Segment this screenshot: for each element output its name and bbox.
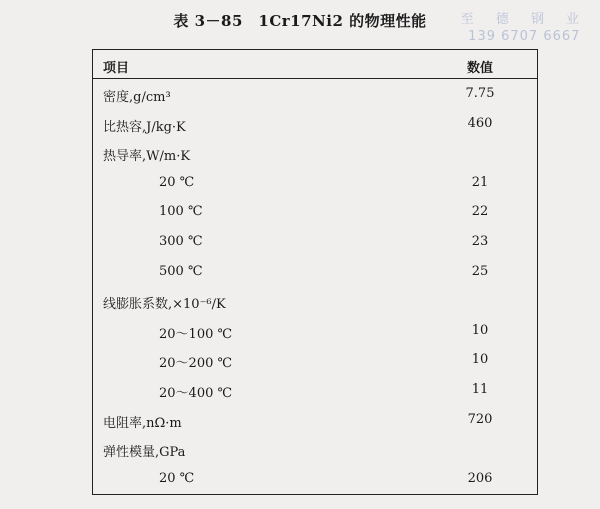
watermark	[461, 8, 588, 44]
row-value: 22	[471, 204, 489, 220]
table-row	[93, 79, 537, 109]
row-label: 100 ℃	[159, 204, 203, 220]
table-row	[93, 168, 537, 198]
row-label: 20～200 ℃	[159, 356, 233, 372]
table-row	[93, 109, 537, 139]
table-row	[93, 316, 537, 346]
row-label: 密度,g/cm³	[103, 90, 171, 105]
row-label: 热导率,W/m·K	[103, 149, 191, 165]
table-row	[93, 257, 537, 287]
watermark-line2: 139 6707 6667	[468, 29, 581, 44]
row-label: 20 ℃	[159, 470, 195, 486]
row-value: 7.75	[465, 86, 495, 101]
row-value: 21	[471, 174, 489, 190]
row-value: 25	[471, 263, 489, 279]
row-label: 500 ℃	[159, 263, 203, 279]
row-value: 10	[471, 352, 489, 368]
row-label: 20～100 ℃	[159, 326, 233, 342]
properties-table	[92, 49, 538, 495]
watermark-line1: 至 德 钢 业	[460, 12, 588, 27]
table-row	[93, 464, 537, 494]
row-label: 20 ℃	[159, 174, 195, 190]
table-row	[93, 345, 537, 375]
row-value: 720	[467, 411, 493, 427]
row-label: 电阻率,nΩ·m	[103, 415, 182, 431]
row-label: 300 ℃	[159, 233, 203, 249]
row-value: 10	[471, 322, 489, 338]
table-row	[93, 375, 537, 405]
table-row	[93, 405, 537, 435]
row-label: 线膨胀系数,×10⁻⁶/K	[103, 297, 226, 313]
header-value: 数值	[466, 61, 493, 76]
row-value: 23	[471, 233, 489, 249]
header-item: 项目	[103, 61, 130, 76]
row-value: 460	[467, 115, 493, 131]
table-row	[93, 138, 537, 168]
row-value: 11	[471, 381, 489, 397]
row-label: 弹性模量,GPa	[103, 445, 186, 461]
table-header	[93, 50, 537, 79]
row-label: 20～400 ℃	[159, 385, 233, 401]
row-label: 比热容,J/kg·K	[103, 119, 186, 135]
table-row	[93, 434, 537, 464]
table-row	[93, 286, 537, 316]
table-row	[93, 197, 537, 227]
row-value: 206	[467, 470, 493, 486]
table-title: 表 3－85 1Cr17Ni2 的物理性能	[173, 12, 427, 30]
table-row	[93, 227, 537, 257]
